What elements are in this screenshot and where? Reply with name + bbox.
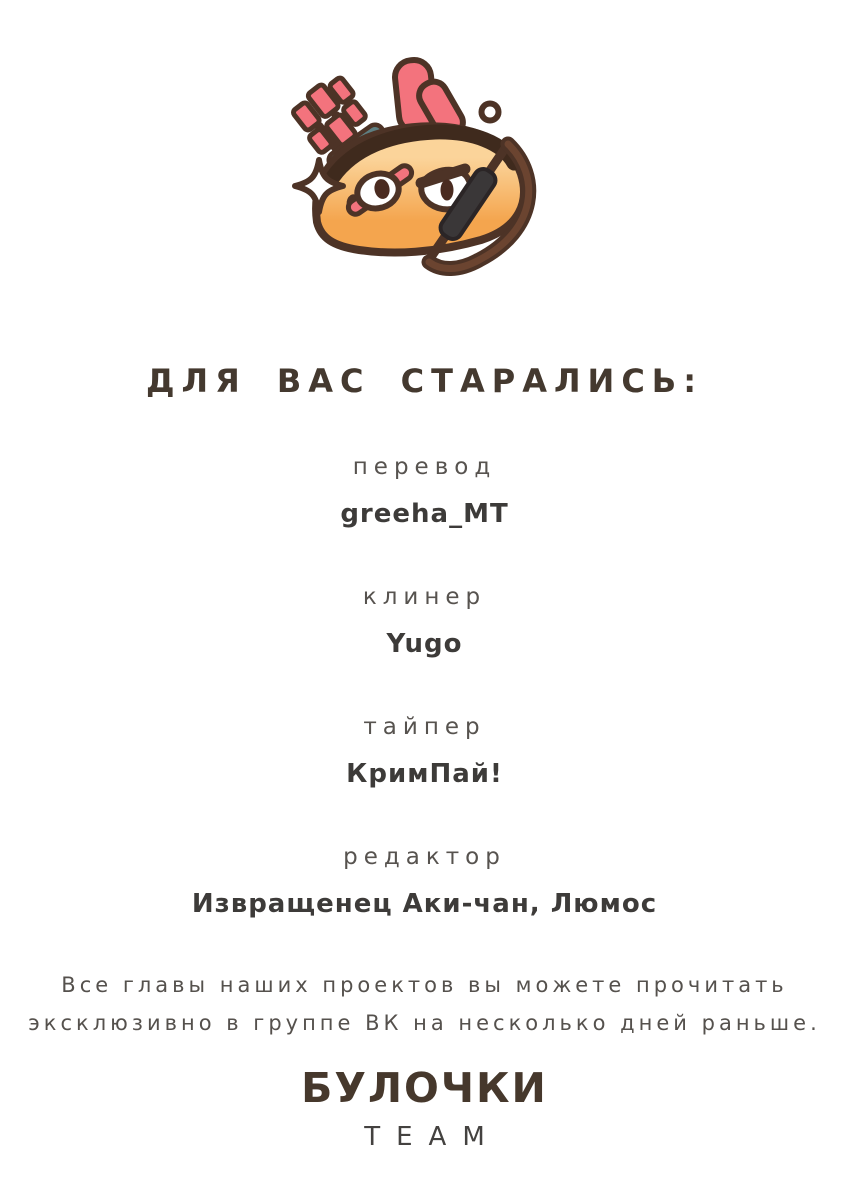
- mascot-container: [0, 0, 849, 290]
- ring-icon: [481, 104, 498, 121]
- vk-exclusive-note: [0, 966, 849, 1042]
- note-line-2: эксклюзивно в группе ВК на несколько дней раньше.: [28, 1011, 821, 1035]
- credit-person-name: КримПай!: [346, 759, 503, 789]
- bun-archer-mascot-icon: [275, 50, 575, 290]
- credit-translator: [0, 452, 849, 530]
- credit-role-label: тайпер: [363, 714, 486, 740]
- credit-typesetter: [0, 712, 849, 790]
- credit-editor: [0, 842, 849, 920]
- credit-role-label: перевод: [352, 454, 497, 480]
- note-line-1: Все главы наших проектов вы можете прочитать: [61, 973, 788, 997]
- team-suffix: TEAM: [364, 1122, 501, 1152]
- credit-cleaner: [0, 582, 849, 660]
- credit-person-name: Yugo: [386, 629, 463, 659]
- team-name: БУЛОЧКИ: [301, 1064, 548, 1112]
- page-title: ДЛЯ ВАС СТАРАЛИСЬ:: [146, 362, 703, 400]
- credit-role-label: клинер: [362, 584, 487, 610]
- credit-role-label: редактор: [343, 844, 506, 870]
- credit-person-name: greeha_MT: [340, 499, 509, 529]
- credit-person-name: Извращенец Аки-чан, Люмос: [191, 889, 658, 919]
